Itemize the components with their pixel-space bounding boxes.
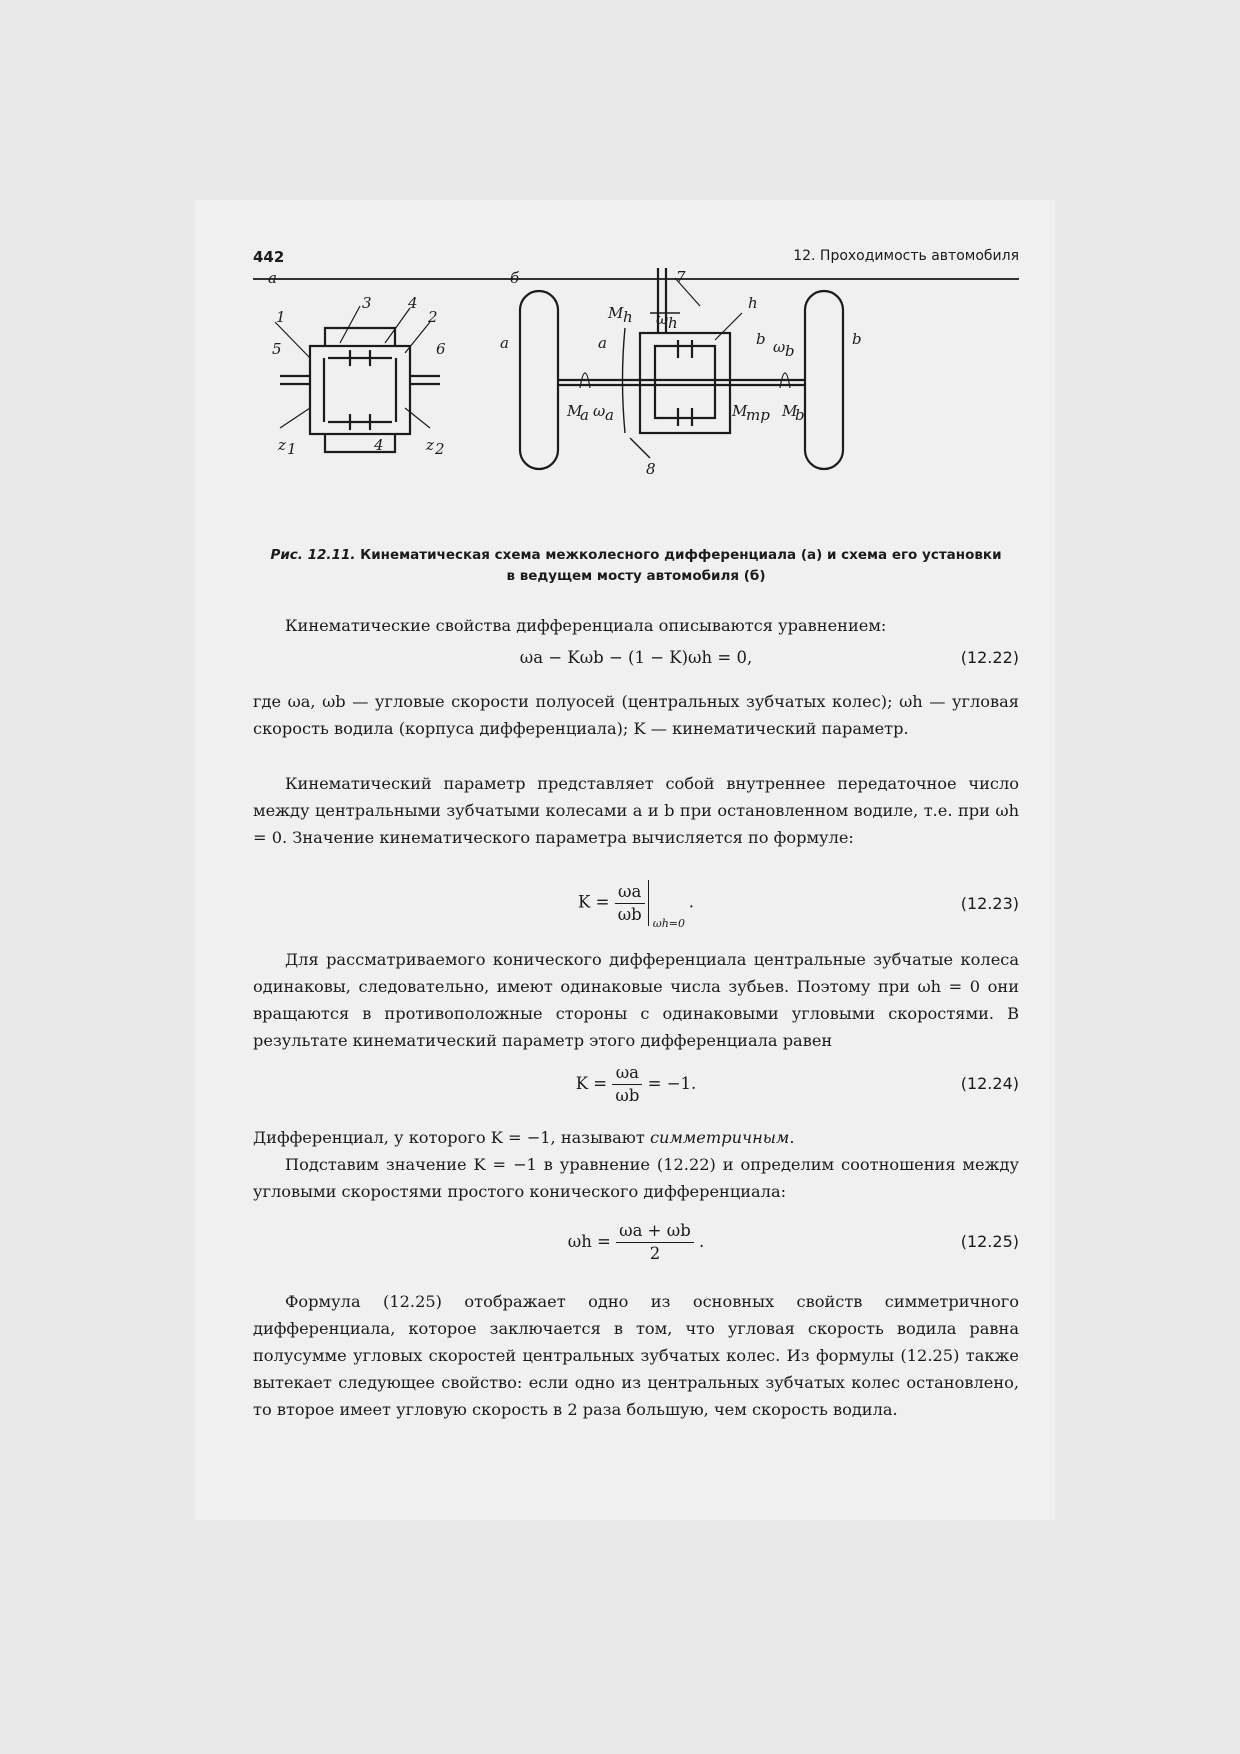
paragraph-3	[253, 770, 1019, 851]
equation-12-24-den: ωb	[615, 1086, 640, 1105]
page-number: 442	[253, 248, 285, 266]
label-z2: z	[426, 436, 434, 454]
panel-label-a: а	[268, 269, 277, 287]
label-3: 3	[362, 294, 372, 312]
caption-line1: Кинематическая схема межколесного дифференциала (а) и схема его установки	[360, 547, 1002, 563]
label-omega-b-sub: b	[785, 342, 795, 360]
label-2: 2	[428, 308, 438, 326]
paragraph-5-pre: Дифференциал, у которого K = −1, называют	[253, 1128, 650, 1147]
label-8: 8	[646, 460, 656, 478]
paragraph-7	[253, 1288, 1019, 1423]
equation-12-24-tail: = −1.	[647, 1074, 697, 1093]
equation-12-24-formula	[253, 1062, 1019, 1107]
equation-12-23-fraction	[615, 881, 645, 926]
paragraph-5-text	[253, 1124, 1019, 1151]
label-wheel-a: a	[500, 334, 509, 352]
figure-svg	[268, 268, 1000, 538]
label-z: z	[278, 436, 286, 454]
paragraph-1-text: Кинематические свойства дифференциала описываются уравнением:	[285, 616, 887, 635]
wheel-b	[805, 291, 843, 469]
label-z-sub-2: 2	[435, 440, 445, 458]
paragraph-3-text: Кинематический параметр представляет собой внутреннее передаточное число между центральными зубчатыми колесами a и b при остановленном водиле, т.е. при ωh = 0. Значение кинематического параметра вычисляется по формуле:	[253, 774, 1019, 847]
equation-12-24-number: (12.24)	[960, 1074, 1019, 1093]
equation-12-23-tail: .	[688, 892, 694, 912]
equation-12-25-tail: .	[699, 1232, 705, 1251]
equation-12-23-formula	[253, 880, 1019, 930]
label-m-tr-sub: тр	[746, 406, 770, 424]
label-h: h	[748, 294, 758, 312]
equation-12-25-formula	[253, 1220, 1019, 1265]
paragraph-4	[253, 946, 1019, 1054]
figure-differential-scheme	[268, 268, 1000, 538]
equation-12-23-lhs: K =	[578, 892, 610, 912]
paragraph-7-text: Формула (12.25) отображает одно из основных свойств симметричного дифференциала, которое заключается в том, что угловая скорость водила равна полусумме угловых скоростей центральных зубчатых колес. Из формулы (12.25) также вытекает следующее свойство: если одно из центральных зубчатых колес остановлено, то второе имеет угловую скорость в 2 раза большую, чем скорость водила.	[253, 1292, 1019, 1419]
equation-12-25-number: (12.25)	[960, 1232, 1019, 1251]
label-m-h-sub: h	[623, 308, 633, 326]
label-m-h: M	[608, 304, 624, 322]
label-m-a-sub: a	[580, 406, 589, 424]
running-title: 12. Проходимость автомобиля	[793, 248, 1019, 264]
label-m-b-sub: b	[795, 406, 805, 424]
label-wheel-b: b	[852, 330, 862, 348]
equation-12-23-bar	[648, 880, 689, 930]
caption-label: Рис. 12.11.	[270, 547, 356, 563]
equation-12-22-formula: ωa − Kωb − (1 − K)ωh = 0,	[519, 648, 753, 667]
equation-12-24	[253, 1062, 1019, 1112]
label-5: 5	[272, 340, 282, 358]
panel-label-b: б	[510, 269, 520, 287]
equation-12-25-fraction	[616, 1220, 694, 1265]
label-omega-a-sub: a	[605, 406, 614, 424]
label-omega-h-sub: h	[668, 314, 678, 332]
paragraph-5-post: .	[789, 1128, 795, 1147]
equation-12-25-lhs: ωh =	[567, 1232, 611, 1251]
label-4b: 4	[374, 436, 384, 454]
equation-12-22	[253, 648, 1019, 688]
equation-12-25-num: ωa + ωb	[616, 1220, 694, 1243]
paragraph-4-text: Для рассматриваемого конического дифференциала центральные зубчатые колеса одинаковы, следовательно, имеют одинаковые числа зубьев. Поэтому при ωh = 0 они вращаются в противоположные стороны с одинаковыми угловыми скоростями. В результате кинематический параметр этого дифференциала равен	[253, 950, 1019, 1050]
equation-12-25-den: 2	[649, 1244, 661, 1263]
label-omega-a: ω	[593, 402, 606, 420]
equation-12-24-num: ωa	[612, 1062, 642, 1085]
equation-12-22-number: (12.22)	[960, 648, 1019, 667]
label-m-tr: M	[732, 402, 748, 420]
label-z-sub-1: 1	[287, 440, 297, 458]
page-header	[253, 248, 1019, 280]
equation-12-23-number: (12.23)	[960, 894, 1019, 913]
label-m-b: M	[782, 402, 798, 420]
paragraph-6-text: Подставим значение K = −1 в уравнение (12.22) и определим соотношения между угловыми скоростями простого конического дифференциала:	[253, 1155, 1019, 1201]
label-6: 6	[436, 340, 446, 358]
label-omega-b: ω	[773, 338, 786, 356]
equation-12-23-num: ωa	[615, 881, 645, 904]
label-4: 4	[408, 294, 418, 312]
figure-caption	[253, 545, 1019, 587]
paragraph-2-text: где ωa, ωb — угловые скорости полуосей (центральных зубчатых колес); ωh — угловая скорость водила (корпуса дифференциала); K — кинематический параметр.	[253, 692, 1019, 738]
label-gear-a: a	[598, 334, 607, 352]
equation-12-23	[253, 880, 1019, 940]
label-m-a: M	[567, 402, 583, 420]
equation-12-25	[253, 1220, 1019, 1270]
paragraph-5	[253, 1124, 1019, 1151]
label-7: 7	[676, 268, 686, 286]
wheel-a	[520, 291, 558, 469]
equation-12-24-lhs: K =	[575, 1074, 608, 1093]
label-1: 1	[276, 308, 286, 326]
label-gear-b: b	[756, 330, 766, 348]
paragraph-6	[253, 1151, 1019, 1205]
paragraph-5-emphasis: симметричным	[649, 1128, 790, 1147]
paragraph-2	[253, 688, 1019, 742]
paragraph-1	[253, 612, 1019, 639]
caption-line2: в ведущем мосту автомобиля (б)	[506, 568, 766, 584]
equation-12-24-fraction	[612, 1062, 642, 1107]
equation-12-23-condition: ωh=0	[652, 917, 685, 930]
label-omega-h: ω	[656, 310, 669, 328]
equation-12-23-den: ωb	[617, 904, 642, 924]
